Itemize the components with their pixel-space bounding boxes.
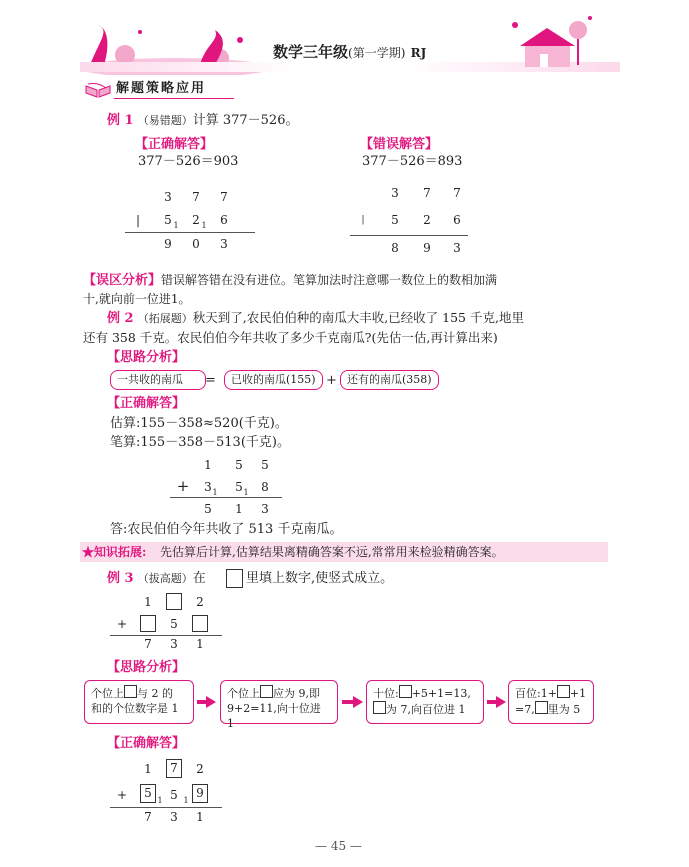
- blank-box: [399, 685, 412, 698]
- digit: 2: [423, 213, 431, 227]
- ex3-prompt-b: 里填上数字,使竖式成立。: [246, 571, 394, 586]
- blank-box: [373, 701, 386, 714]
- ex3-question-vertical: [110, 590, 230, 650]
- flow-text: 为 7,向百位进 1: [386, 703, 466, 716]
- operator: +: [116, 788, 128, 802]
- digit: 9: [423, 241, 431, 255]
- knowledge-band: [80, 542, 608, 562]
- digit: 1: [196, 810, 204, 824]
- ex1-correct-vertical: [120, 185, 260, 255]
- operator: +: [116, 617, 128, 631]
- digit: 5: [235, 458, 243, 472]
- blank-box: [557, 685, 570, 698]
- ex1-wrong-vertical: [345, 183, 485, 258]
- ex1-analysis-label: 【误区分析】: [83, 273, 162, 288]
- ex1-tag: （易错题）: [137, 114, 193, 127]
- page-number: — 45 —: [315, 839, 362, 853]
- ex1-heading: [107, 113, 298, 129]
- digit: 3: [220, 237, 228, 251]
- flow-text: 个位上: [91, 687, 124, 700]
- ex2-text1: [107, 310, 524, 327]
- ex2-text2: 还有 358 千克。农民伯伯今年共收了多少千克南瓜?(先估一估,再计算出来): [83, 330, 498, 345]
- section-title-bar: [84, 80, 234, 100]
- ex1-prompt: 计算 377－526。: [192, 113, 299, 128]
- ex3-correct-label: 【正确解答】: [107, 736, 186, 751]
- ex2-answer: 答:农民伯伯今年共收了 513 千克南瓜。: [110, 522, 343, 537]
- carry: 1: [173, 221, 179, 230]
- digit: 1: [204, 458, 212, 472]
- digit: 1: [144, 762, 152, 776]
- ex2-written: 笔算:155－358－513(千克)。: [110, 435, 290, 450]
- ex1-wrong-eq: 377－526＝893: [362, 154, 463, 169]
- flow-text: 个位上: [227, 687, 260, 700]
- digit: 0: [192, 237, 200, 251]
- ex2-tag: （拓展题）: [137, 312, 193, 325]
- ex3-prompt-a: 在: [192, 571, 206, 586]
- page-header: [0, 0, 689, 80]
- sum-line: [125, 232, 255, 233]
- digit: 5: [261, 458, 269, 472]
- digit: 2: [196, 762, 204, 776]
- ex2-plus-sign: +: [326, 373, 337, 388]
- section-title: 解题策略应用: [116, 81, 207, 96]
- digit: 9: [164, 237, 172, 251]
- sum-line: [170, 497, 282, 498]
- section-underline: [114, 98, 234, 99]
- flow-text: =7,: [515, 703, 535, 716]
- ex2-correct-label: 【正确解答】: [107, 396, 186, 411]
- header-title-text: 数学三年级: [273, 43, 349, 61]
- ex3-heading: [107, 571, 206, 587]
- flow-box-3: [366, 680, 484, 724]
- ex3-blank-box-icon: [226, 569, 243, 588]
- ex2-pill-total: 一共收的南瓜: [110, 370, 206, 390]
- digit: 3: [391, 186, 399, 200]
- knowledge-label: ★知识拓展:: [82, 545, 147, 559]
- digit: 3: [453, 241, 461, 255]
- digit: 2: [196, 595, 204, 609]
- digit: 7: [220, 190, 228, 204]
- digit: 5: [204, 502, 212, 516]
- digit: 3: [204, 480, 212, 494]
- header-title: [273, 44, 426, 61]
- ex2-pill-remaining: 还有的南瓜(358): [340, 370, 439, 390]
- carry: 1: [183, 796, 189, 805]
- filled-box: 9: [192, 784, 208, 803]
- digit: 7: [144, 810, 152, 824]
- ex1-label: 例 1: [107, 113, 134, 128]
- digit: 1: [196, 637, 204, 651]
- digit: 1: [235, 502, 243, 516]
- ex2-estimate: 估算:155－358≈520(千克)。: [110, 416, 288, 431]
- carry: 1: [212, 488, 218, 497]
- carry: 1: [201, 221, 207, 230]
- digit: 5: [391, 213, 399, 227]
- digit: 3: [170, 637, 178, 651]
- ex2-eq-sign: =: [205, 373, 216, 388]
- blank-box[interactable]: [192, 615, 208, 632]
- flow-text: 与 2 的: [137, 687, 173, 700]
- digit: 3: [164, 190, 172, 204]
- flow-box-2: [220, 680, 338, 730]
- digit: 7: [423, 186, 431, 200]
- digit: 1: [144, 595, 152, 609]
- digit: 3: [170, 810, 178, 824]
- flow-text: 里为 5: [547, 703, 581, 716]
- filled-box: 5: [140, 784, 156, 803]
- flow-box-4: [508, 680, 594, 724]
- ex2-label: 例 2: [107, 311, 134, 326]
- operator: |: [361, 215, 365, 225]
- digit: 8: [391, 241, 399, 255]
- ex1-correct-label: 【正确解答】: [135, 137, 214, 152]
- filled-box: 7: [166, 759, 182, 778]
- ex3-label: 例 3: [107, 571, 134, 586]
- operator: +: [176, 477, 190, 495]
- blank-box: [124, 685, 137, 698]
- header-right-decoration: [500, 10, 600, 75]
- flow-text: 和的个位数字是 1: [91, 702, 179, 715]
- digit: 3: [261, 502, 269, 516]
- flow-text: 应为 9,即: [273, 687, 320, 700]
- ex2-pill-collected: 已收的南瓜(155): [224, 370, 323, 390]
- flow-text: 百位:1+: [515, 687, 557, 700]
- digit: 5: [170, 788, 178, 802]
- header-term: (第一学期): [348, 46, 406, 60]
- ex3-tag: （拔高题）: [137, 572, 193, 585]
- ex1-analysis-text: 错误解答错在没有进位。笔算加法时注意哪一数位上的数相加满: [161, 273, 498, 287]
- digit: 2: [192, 213, 200, 227]
- ex2-thinking-label: 【思路分析】: [107, 350, 186, 365]
- digit: 7: [453, 186, 461, 200]
- digit: 5: [164, 213, 172, 227]
- digit: 6: [453, 213, 461, 227]
- digit: 8: [261, 480, 269, 494]
- digit: 5: [235, 480, 243, 494]
- ex2-vertical: [165, 455, 290, 525]
- digit: 5: [170, 617, 178, 631]
- flow-text: +1: [569, 687, 587, 700]
- blank-box: [535, 701, 548, 714]
- header-edition: RJ: [410, 46, 427, 60]
- blank-box: [260, 685, 273, 698]
- ex1-wrong-label: 【错误解答】: [360, 137, 439, 152]
- operator: |: [135, 213, 141, 227]
- blank-box[interactable]: [140, 615, 156, 632]
- digit: 6: [220, 213, 228, 227]
- ex2-text-a: 秋天到了,农民伯伯种的南瓜大丰收,已经收了 155 千克,地里: [192, 310, 524, 325]
- sum-line: [110, 807, 222, 808]
- ex3-answer-vertical: [110, 757, 230, 829]
- flow-text: +5+1=13,: [411, 687, 471, 700]
- sum-line: [350, 235, 468, 236]
- flow-text: 9+2=11,向十位进 1: [227, 702, 321, 730]
- ex1-correct-eq: 377－526＝903: [138, 154, 239, 169]
- digit: 7: [192, 190, 200, 204]
- blank-box[interactable]: [166, 593, 182, 610]
- ex1-analysis-line2: 十,就向前一位进1。: [83, 292, 191, 306]
- carry: 1: [243, 488, 249, 497]
- knowledge-text: 先估算后计算,估算结果离精确答案不远,常常用来检验精确答案。: [160, 545, 504, 559]
- flow-box-1: [84, 680, 194, 724]
- ex3-thinking-label: 【思路分析】: [107, 660, 186, 675]
- flow-text: 十位:: [373, 687, 399, 700]
- carry: 1: [157, 796, 163, 805]
- digit: 7: [144, 637, 152, 651]
- book-icon: [84, 82, 112, 98]
- ex1-analysis: [83, 272, 497, 289]
